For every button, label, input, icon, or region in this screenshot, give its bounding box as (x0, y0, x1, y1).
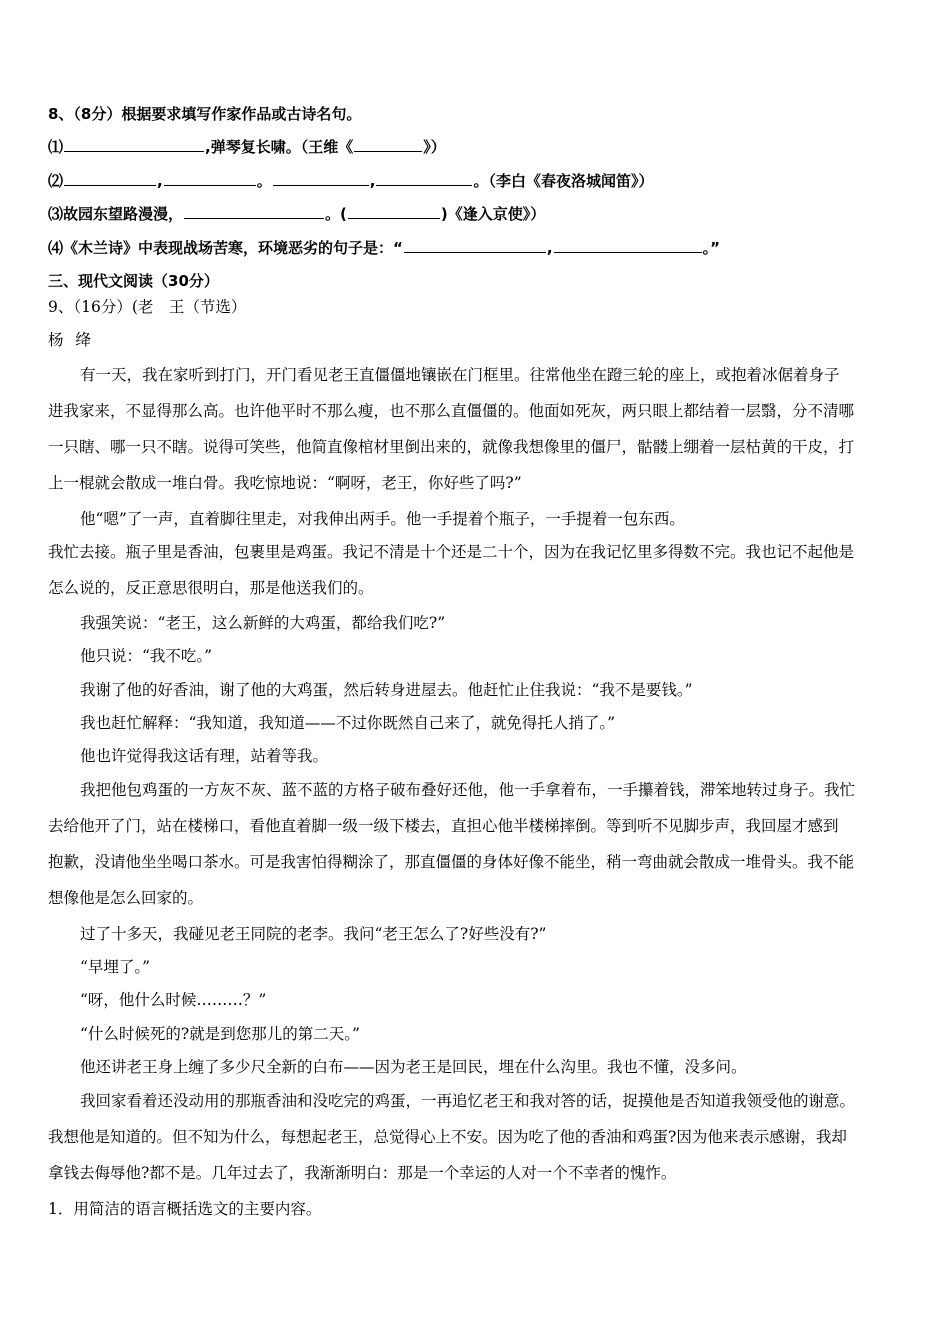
passage-line: 去给他开了门，站在楼梯口，看他直着脚一级一级下楼去，直担心他半楼梯摔倒。等到听不见脚步声，我回屋才感到 (48, 817, 839, 835)
passage-line: 我把他包鸡蛋的一方灰不灰、蓝不蓝的方格子破布叠好还他，他一手拿着布，一手攥着钱，滞笨地转过身子。我忙 (80, 781, 856, 799)
passage-line: “呀，他什么时候………？” (80, 991, 267, 1009)
author-given-name: 绛 (75, 331, 92, 349)
q8-item-4-end: 。” (702, 239, 720, 257)
punctuation: 。( (325, 205, 347, 223)
q8-item-3-end: )《逢入京使》） (440, 205, 546, 223)
answer-blank[interactable] (273, 170, 369, 186)
q8-item-1-number: ⑴ (48, 138, 64, 156)
passage-line: “早埋了。” (80, 958, 151, 976)
punctuation: , (546, 239, 553, 257)
passage-line: 他还讲老王身上缠了多少尺全新的白布——因为老王是回民，埋在什么沟里。我也不懂，没多问。 (80, 1058, 747, 1076)
q8-item-2 (48, 170, 910, 192)
passage-line: 他也许觉得我这话有理，站着等我。 (80, 747, 329, 765)
passage-line: 上一棍就会散成一堆白骨。我吃惊地说：“啊呀，老王，你好些了吗?” (48, 474, 522, 492)
passage-line: 想像他是怎么回家的。 (48, 889, 204, 907)
passage-line: 怎么说的，反正意思很明白，那是他送我们的。 (48, 579, 374, 597)
sub-question-1: 1．用简洁的语言概括选文的主要内容。 (48, 1200, 322, 1218)
passage-line: 我谢了他的好香油，谢了他的大鸡蛋，然后转身进屋去。他赶忙止住我说：“我不是要钱。” (80, 681, 693, 699)
answer-blank[interactable] (164, 170, 256, 186)
passage-line: 一只瞎、哪一只不瞎。说得可笑些，他简直像棺材里倒出来的，就像我想像里的僵尸，骷髅上绷着一层枯黄的干皮，打 (48, 438, 855, 456)
passage-line: 我强笑说：“老王，这么新鲜的大鸡蛋，都给我们吃?” (80, 614, 446, 632)
passage-line: 拿钱去侮辱他?都不是。几年过去了，我渐渐明白：那是一个幸运的人对一个不幸者的愧怍。 (48, 1164, 677, 1182)
answer-blank[interactable] (348, 203, 440, 219)
section-heading: 三、现代文阅读（30分） (48, 272, 219, 290)
q8-item-2-end: 。（李白《春夜洛城闻笛》） (473, 172, 654, 190)
passage-line: “什么时候死的?就是到您那儿的第二天。” (80, 1025, 360, 1043)
punctuation: , (157, 172, 163, 190)
q8-heading: 8、（8分）根据要求填写作家作品或古诗名句。 (48, 105, 362, 123)
q8-item-4-text: ⑷《木兰诗》中表现战场苦寒，环境恶劣的句子是：“ (48, 239, 403, 257)
author-surname: 杨 (48, 331, 64, 349)
punctuation: 。 (256, 172, 272, 190)
q8-item-3 (48, 203, 910, 225)
q8-item-4 (48, 237, 910, 259)
answer-blank[interactable] (376, 170, 472, 186)
punctuation: , (369, 172, 376, 190)
q9-heading: 9、（16分）(老 王（节选） (48, 298, 247, 316)
passage-line: 抱歉，没请他坐坐喝口茶水。可是我害怕得糊涂了，那直僵僵的身体好像不能坐，稍一弯曲就会散成一堆骨头。我不能 (48, 853, 855, 871)
q8-item-2-number: ⑵ (48, 172, 64, 190)
answer-blank[interactable] (64, 136, 204, 152)
author-line (48, 329, 910, 351)
q8-item-3-text: ⑶故园东望路漫漫， (48, 205, 184, 223)
answer-blank[interactable] (404, 237, 546, 253)
q8-item-1 (48, 136, 910, 158)
passage-line: 进我家来，不显得那么高。也许他平时不那么瘦，也不那么直僵僵的。他面如死灰，两只眼上都结着一层翳，分不清哪 (48, 402, 855, 420)
passage-line: 我也赶忙解释：“我知道，我知道——不过你既然自己来了，就免得托人捎了。” (80, 714, 616, 732)
answer-blank[interactable] (184, 203, 324, 219)
answer-blank[interactable] (64, 170, 156, 186)
answer-blank[interactable] (354, 136, 422, 152)
q8-item-1-text: ,弹琴复长啸。（王维《 (205, 138, 354, 156)
passage-line: 我回家看着还没动用的那瓶香油和没吃完的鸡蛋，一再追忆老王和我对答的话，捉摸他是否知道我领受他的谢意。 (80, 1092, 856, 1110)
passage-line: 他“嗯”了一声，直着脚往里走，对我伸出两手。他一手提着个瓶子，一手提着一包东西。 (80, 510, 685, 528)
passage-line: 有一天，我在家听到打门，开门看见老王直僵僵地镶嵌在门框里。往常他坐在蹬三轮的座上，或抱着冰倨着身子 (80, 366, 840, 384)
passage-line: 过了十多天，我碰见老王同院的老李。我问“老王怎么了?好些没有?” (80, 925, 547, 943)
q8-item-1-end: 》） (423, 138, 446, 156)
passage-line: 我想他是知道的。但不知为什么，每想起老王，总觉得心上不安。因为吃了他的香油和鸡蛋?因为他来表示感谢，我却 (48, 1128, 847, 1146)
passage-line: 我忙去接。瓶子里是香油，包裹里是鸡蛋。我记不清是十个还是二十个，因为在我记忆里多得数不完。我也记不起他是 (48, 543, 855, 561)
passage-line: 他只说：“我不吃。” (80, 647, 213, 665)
answer-blank[interactable] (554, 237, 702, 253)
